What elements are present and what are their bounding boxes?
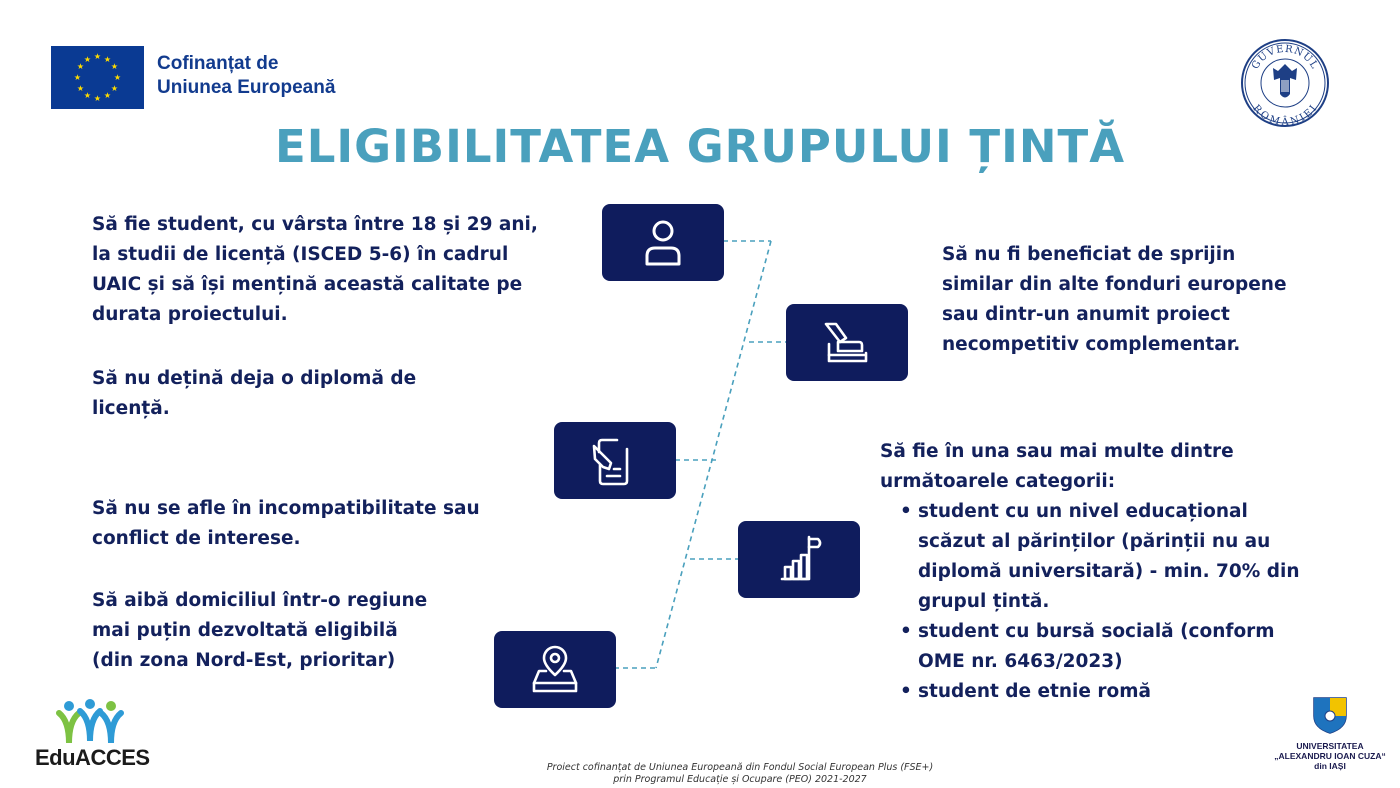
category-item: • student de etnie romă — [918, 677, 1310, 707]
uaic-logo-text — [1260, 741, 1400, 771]
uaic-line-2: „ALEXANDRU IOAN CUZA“ — [1274, 751, 1386, 761]
seal-text-top: GUVERNUL — [1249, 43, 1321, 72]
svg-text:★: ★ — [110, 62, 119, 71]
category-item: • student cu un nivel educațional scăzut al părinților (părinții nu au diplomă universitară) - min. 70% din grupul țintă. — [918, 497, 1310, 617]
svg-text:★: ★ — [103, 91, 112, 100]
svg-text:★: ★ — [83, 55, 92, 64]
growth-flag-icon-box — [738, 521, 860, 598]
location-pin-icon — [494, 631, 616, 708]
page-title: ELIGIBILITATEA GRUPULUI ȚINTĂ — [274, 120, 1126, 173]
location-pin-icon-box — [494, 631, 616, 708]
svg-text:★: ★ — [103, 55, 112, 64]
criterion-student-age: Să fie student, cu vârsta între 18 și 29 ani, la studii de licență (ISCED 5-6) în cadrul UAIC și să își mențină această calitate pe durata proiectului. — [92, 214, 538, 325]
svg-text:★: ★ — [113, 73, 122, 82]
criterion-no-similar-funding: Să nu fi beneficiat de sprijin similar din alte fonduri europene sau dintr-un anumit proiect necompetitiv complementar. — [942, 244, 1287, 355]
svg-text:★: ★ — [93, 52, 102, 61]
uaic-line-1: UNIVERSITATEA — [1296, 741, 1364, 751]
signing-hand-icon — [786, 304, 908, 381]
uaic-line-3: din IAȘI — [1314, 761, 1346, 771]
uaic-crest-icon — [1312, 696, 1348, 738]
eduacces-logo-text: EduACCES — [35, 745, 150, 770]
criterion-domicile: Să aibă domiciliul într-o regiune mai puțin dezvoltată eligibilă (din zona Nord-Est, prioritar) — [92, 590, 428, 671]
document-edit-icon-box — [554, 422, 676, 499]
growth-flag-icon — [738, 521, 860, 598]
criterion-no-diploma: Să nu dețină deja o diplomă de licență. — [92, 368, 417, 419]
eduacces-logo-figures — [55, 697, 125, 747]
svg-text:★: ★ — [76, 84, 85, 93]
seal-text-bottom: ROMÂNIEI — [1250, 103, 1321, 128]
eu-line-2: Uniunea Europeană — [157, 77, 336, 98]
svg-text:★: ★ — [73, 73, 82, 82]
footer-note — [450, 762, 1030, 786]
eu-line-1: Cofinanțat de — [157, 53, 279, 74]
criterion-no-conflict: Să nu se afle în incompatibilitate sau conflict de interese. — [92, 498, 480, 549]
svg-text:★: ★ — [93, 94, 102, 103]
category-item: • student cu bursă socială (conform OME nr. 6463/2023) — [918, 617, 1310, 677]
user-icon-box — [602, 204, 724, 281]
user-icon — [602, 204, 724, 281]
signing-hand-icon-box — [786, 304, 908, 381]
svg-text:★: ★ — [83, 91, 92, 100]
footer-line-2: prin Programul Educație și Ocupare (PEO) 2021-2027 — [613, 774, 867, 785]
svg-text:★: ★ — [76, 62, 85, 71]
svg-text:★: ★ — [110, 84, 119, 93]
footer-line-1: Proiect cofinanțat de Uniunea Europeană din Fondul Social European Plus (FSE+) — [546, 762, 934, 773]
document-edit-icon — [554, 422, 676, 499]
categories-intro: Să fie în una sau mai multe dintre următoarele categorii: — [880, 441, 1234, 492]
